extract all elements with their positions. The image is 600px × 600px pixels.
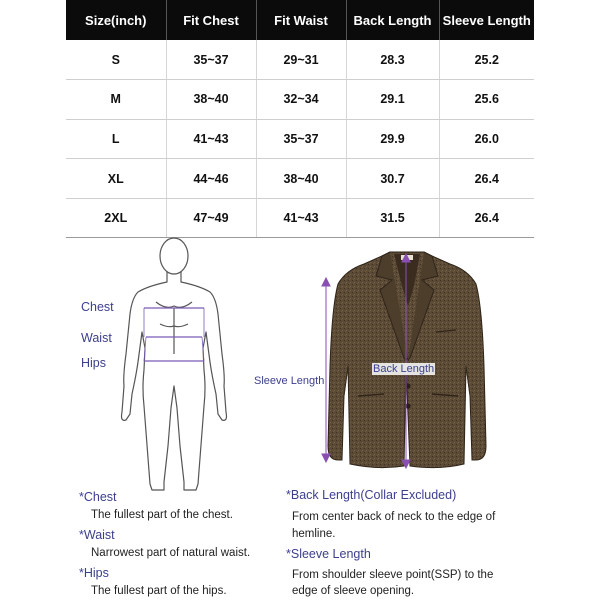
header-sleeve-length: Sleeve Length — [439, 0, 534, 40]
header-fit-chest: Fit Chest — [166, 0, 256, 40]
waist-description-title: *Waist — [79, 528, 115, 542]
table-cell: L — [66, 119, 166, 159]
table-cell: XL — [66, 159, 166, 199]
table-cell: 29.9 — [346, 119, 439, 159]
table-row — [66, 198, 534, 238]
sleeve-length-description-line2: edge of sleeve opening. — [292, 585, 415, 597]
hips-description-title: *Hips — [79, 566, 109, 580]
chest-figure-label: Chest — [81, 300, 114, 314]
sleeve-length-description-line1: From shoulder sleeve point(SSP) to the — [292, 569, 494, 581]
table-cell: 38~40 — [166, 80, 256, 120]
table-cell: 35~37 — [256, 119, 346, 159]
table-cell: 41~43 — [166, 119, 256, 159]
table-cell: S — [66, 40, 166, 80]
table-cell: 47~49 — [166, 198, 256, 238]
back-length-figure-label: Back Length — [373, 363, 435, 375]
sleeve-length-description-title: *Sleeve Length — [286, 547, 371, 561]
table-cell: 41~43 — [256, 198, 346, 238]
waist-figure-label: Waist — [81, 331, 112, 345]
back-length-description-line1: From center back of neck to the edge of — [292, 511, 496, 523]
chest-description-text: The fullest part of the chest. — [91, 509, 233, 521]
back-length-description-line2: hemline. — [292, 528, 336, 540]
table-row — [66, 159, 534, 199]
table-header-row — [66, 0, 534, 40]
table-cell: 29.1 — [346, 80, 439, 120]
jacket-illustration — [318, 246, 498, 474]
table-cell: 31.5 — [346, 198, 439, 238]
table-cell: 35~37 — [166, 40, 256, 80]
table-cell: 32~34 — [256, 80, 346, 120]
table-cell: M — [66, 80, 166, 120]
table-cell: 26.4 — [439, 159, 534, 199]
table-cell: 25.2 — [439, 40, 534, 80]
body-outline-illustration — [118, 236, 230, 494]
table-cell: 44~46 — [166, 159, 256, 199]
table-cell: 28.3 — [346, 40, 439, 80]
header-size: Size(inch) — [66, 0, 166, 40]
table-cell: 30.7 — [346, 159, 439, 199]
table-cell: 26.0 — [439, 119, 534, 159]
table-row — [66, 40, 534, 80]
table-row — [66, 80, 534, 120]
size-chart-table — [66, 0, 534, 238]
table-row — [66, 119, 534, 159]
table-cell: 2XL — [66, 198, 166, 238]
header-back-length: Back Length — [346, 0, 439, 40]
back-length-description-title: *Back Length(Collar Excluded) — [286, 488, 457, 502]
hips-description-text: The fullest part of the hips. — [91, 585, 227, 597]
table-cell: 25.6 — [439, 80, 534, 120]
table-cell: 26.4 — [439, 198, 534, 238]
waist-description-text: Narrowest part of natural waist. — [91, 547, 251, 559]
hips-figure-label: Hips — [81, 356, 107, 370]
table-cell: 38~40 — [256, 159, 346, 199]
chest-description-title: *Chest — [79, 490, 117, 504]
header-fit-waist: Fit Waist — [256, 0, 346, 40]
sleeve-length-figure-label: Sleeve Length — [254, 375, 325, 387]
table-cell: 29~31 — [256, 40, 346, 80]
